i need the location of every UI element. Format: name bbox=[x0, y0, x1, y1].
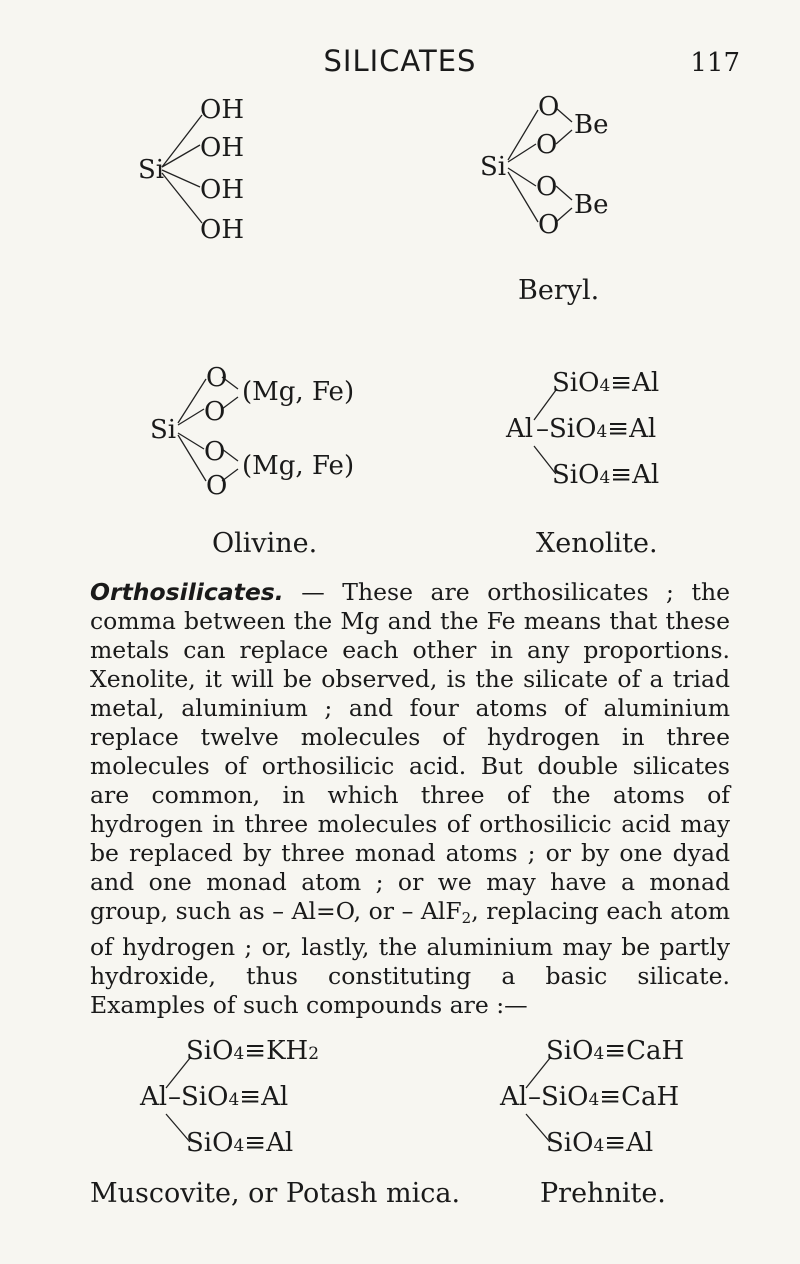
caption-muscovite: Muscovite, or Potash mica. bbox=[90, 1178, 461, 1209]
group-label: OH bbox=[200, 175, 244, 205]
center-atom: Si bbox=[480, 152, 507, 182]
end-atom: CaH bbox=[626, 1036, 685, 1066]
subscript: 2 bbox=[461, 909, 472, 927]
formula-row bbox=[552, 370, 659, 396]
triple-bond: ≡ bbox=[604, 1128, 627, 1158]
prehnite-structure bbox=[500, 1036, 720, 1186]
group-label: OH bbox=[200, 95, 244, 125]
formula-row bbox=[546, 1038, 684, 1064]
group-label: SiO bbox=[181, 1082, 229, 1112]
group-label: SiO bbox=[546, 1036, 594, 1066]
page-header bbox=[0, 40, 800, 80]
caption-beryl: Beryl. bbox=[518, 275, 600, 306]
running-title: SILICATES bbox=[323, 44, 477, 78]
caption-olivine: Olivine. bbox=[212, 528, 318, 559]
group-label: SiO bbox=[552, 460, 600, 490]
oxygen-atom: O bbox=[206, 363, 228, 393]
end-atom: KH bbox=[266, 1036, 309, 1066]
end-atom: Al bbox=[626, 1128, 654, 1158]
formula-row bbox=[546, 1130, 653, 1156]
center-atom: Al bbox=[140, 1082, 168, 1112]
metal-group: (Mg, Fe) bbox=[242, 451, 355, 481]
center-atom: Si bbox=[150, 415, 177, 445]
end-atom: Al bbox=[629, 414, 657, 444]
muscovite-structure bbox=[140, 1036, 370, 1186]
orthosilicic-acid-structure bbox=[140, 95, 300, 265]
subscript: 4 bbox=[233, 1136, 245, 1156]
page-number: 117 bbox=[690, 48, 740, 78]
end-atom: CaH bbox=[621, 1082, 680, 1112]
oxygen-atom: O bbox=[538, 210, 560, 240]
formula-row: –SiO4≡CaH bbox=[528, 1082, 680, 1112]
triple-bond: ≡ bbox=[610, 460, 633, 490]
subscript: 4 bbox=[593, 1136, 605, 1156]
triple-bond: ≡ bbox=[610, 368, 633, 398]
subscript: 4 bbox=[596, 422, 608, 442]
end-atom: Al bbox=[266, 1128, 294, 1158]
olivine-structure bbox=[150, 365, 390, 525]
formula-row bbox=[186, 1130, 293, 1156]
paragraph-text-cont: , replacing each atom of hydrogen ; or, lastly, the aluminium may be partly hydroxide, thus constituting a basic silicate. Examples of such compounds are :— bbox=[90, 897, 730, 1019]
oxygen-atom: O bbox=[536, 172, 558, 202]
metal-group: (Mg, Fe) bbox=[242, 377, 355, 407]
group-label: SiO bbox=[186, 1128, 234, 1158]
beryl-structure bbox=[480, 92, 680, 272]
center-atom: Al bbox=[500, 1082, 528, 1112]
triple-bond: ≡ bbox=[244, 1036, 267, 1066]
metal-atom: Be bbox=[574, 110, 609, 140]
oxygen-atom: O bbox=[538, 92, 560, 122]
paragraph-text: — These are orthosilicates ; the comma between the Mg and the Fe means that these metals can replace each other in any proportions. Xenolite, it will be observed, is the silicate of a triad metal, aluminium ; and four atoms of aluminium replace twelve molecules of hydrogen in three molecules of orthosilicic acid. But double silicates are common, in which three of the atoms of hydrogen in three molecules of orthosilicic acid may be replaced by three monad atoms ; or by one dyad and one monad atom ; or we may have a monad group, such as – Al=O, or – AlF bbox=[90, 578, 730, 925]
triple-bond: ≡ bbox=[244, 1128, 267, 1158]
metal-atom: Be bbox=[574, 190, 609, 220]
group-label: SiO bbox=[541, 1082, 589, 1112]
group-label: OH bbox=[200, 215, 244, 245]
formula-row bbox=[186, 1038, 319, 1064]
subscript: 4 bbox=[599, 376, 611, 396]
triple-bond: ≡ bbox=[604, 1036, 627, 1066]
triple-bond: ≡ bbox=[607, 414, 630, 444]
end-atom: Al bbox=[632, 368, 660, 398]
center-atom: Al bbox=[506, 414, 534, 444]
section-lead: Orthosilicates. bbox=[90, 578, 284, 606]
subscript: 4 bbox=[593, 1044, 605, 1064]
subscript: 2 bbox=[308, 1044, 320, 1064]
xenolite-structure bbox=[506, 368, 706, 518]
formula-row: –SiO4≡Al bbox=[168, 1082, 289, 1112]
oxygen-atom: O bbox=[204, 397, 226, 427]
subscript: 4 bbox=[228, 1090, 240, 1110]
oxygen-atom: O bbox=[206, 471, 228, 501]
group-label: SiO bbox=[186, 1036, 234, 1066]
end-atom: Al bbox=[632, 460, 660, 490]
group-label: OH bbox=[200, 133, 244, 163]
caption-xenolite: Xenolite. bbox=[536, 528, 658, 559]
center-atom: Si bbox=[138, 155, 165, 185]
caption-prehnite: Prehnite. bbox=[540, 1178, 666, 1209]
subscript: 4 bbox=[599, 468, 611, 488]
body-paragraph bbox=[90, 578, 730, 1020]
group-label: SiO bbox=[546, 1128, 594, 1158]
formula-row bbox=[552, 462, 659, 488]
group-label: SiO bbox=[552, 368, 600, 398]
formula-row: –SiO4≡Al bbox=[536, 414, 657, 444]
oxygen-atom: O bbox=[536, 130, 558, 160]
triple-bond: ≡ bbox=[239, 1082, 262, 1112]
oxygen-atom: O bbox=[204, 437, 226, 467]
subscript: 4 bbox=[233, 1044, 245, 1064]
triple-bond: ≡ bbox=[599, 1082, 622, 1112]
group-label: SiO bbox=[549, 414, 597, 444]
subscript: 4 bbox=[588, 1090, 600, 1110]
end-atom: Al bbox=[261, 1082, 289, 1112]
